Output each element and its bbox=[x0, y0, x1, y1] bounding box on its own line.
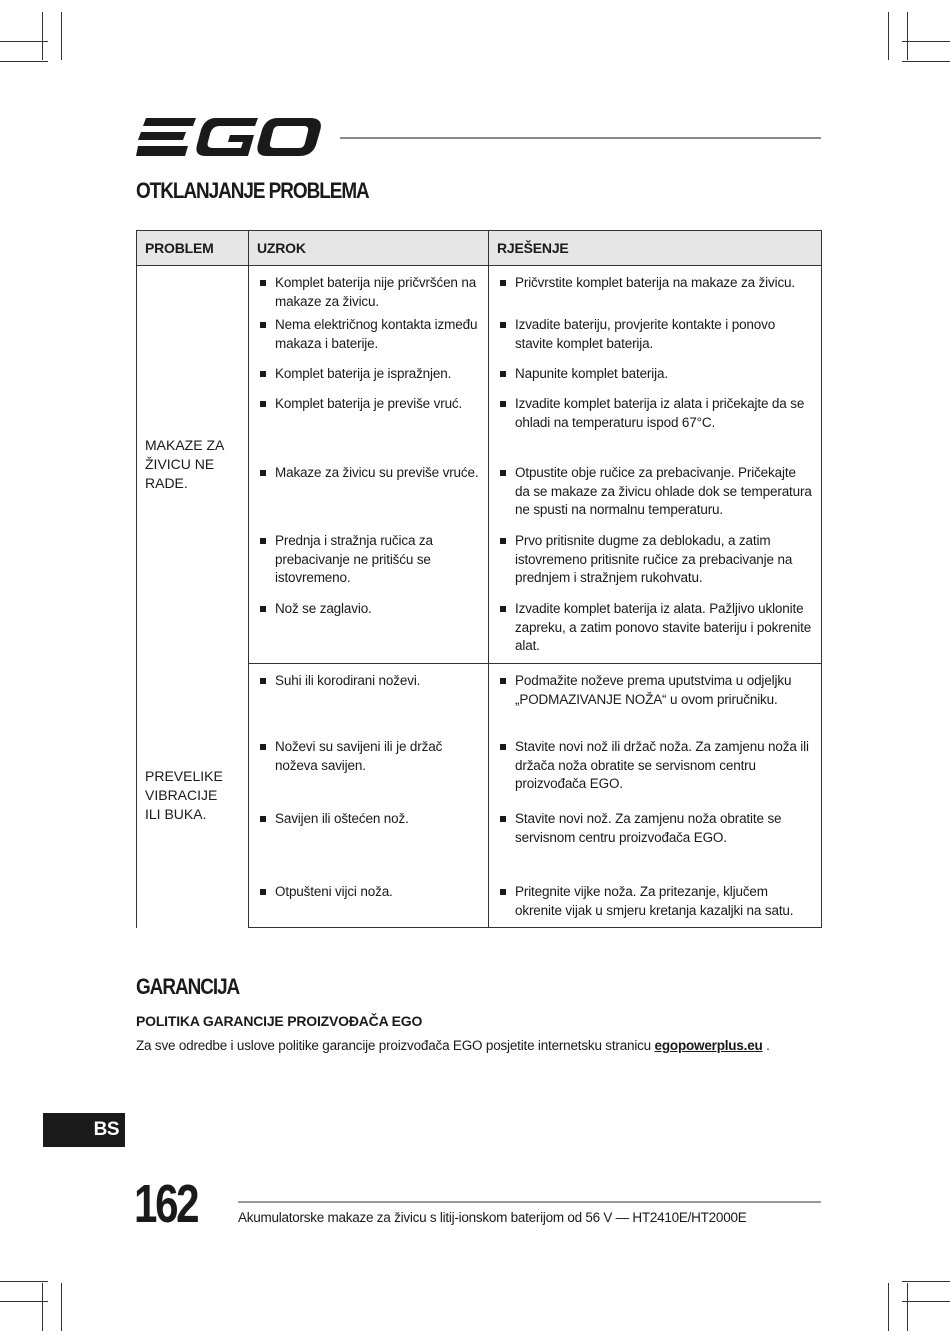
cause-cell bbox=[249, 810, 489, 883]
footer-rule bbox=[238, 1201, 821, 1203]
cause-cell bbox=[249, 266, 489, 317]
crop-mark bbox=[902, 61, 950, 62]
crop-mark bbox=[902, 1281, 950, 1282]
solution-text: Podmažite noževe prema uputstvima u odjeljku „PODMAZIVANJE NOŽA“ u ovom priručniku. bbox=[497, 672, 813, 709]
ego-logo bbox=[136, 116, 322, 158]
cause-text: Prednja i stražnja ručica za prebacivanje ne pritišću se istovremeno. bbox=[257, 532, 480, 588]
cause-cell bbox=[249, 664, 489, 739]
warranty-link[interactable]: egopowerplus.eu bbox=[654, 1038, 763, 1053]
crop-mark bbox=[888, 12, 889, 60]
problem-text: MAKAZE ZA ŽIVICU NE RADE. bbox=[145, 437, 224, 492]
solution-cell bbox=[489, 664, 822, 739]
crop-mark bbox=[902, 1301, 950, 1302]
warranty-title: GARANCIJA bbox=[136, 974, 240, 999]
cause-cell bbox=[249, 316, 489, 365]
cause-cell bbox=[249, 883, 489, 928]
table-row bbox=[137, 664, 822, 739]
solution-cell bbox=[489, 316, 822, 365]
warranty-paragraph bbox=[136, 1038, 770, 1053]
cause-text: Komplet baterija nije pričvršćen na makaze za živicu. bbox=[257, 274, 480, 311]
solution-cell bbox=[489, 395, 822, 464]
solution-text: Pritegnite vijke noža. Za pritezanje, ključem okrenite vijak u smjeru kretanja kazaljki na satu. bbox=[497, 883, 813, 920]
solution-text: Pričvrstite komplet baterija na makaze za živicu. bbox=[497, 274, 813, 293]
solution-text: Napunite komplet baterija. bbox=[497, 365, 813, 384]
solution-cell bbox=[489, 266, 822, 317]
solution-text: Otpustite obje ručice za prebacivanje. Pričekajte da se makaze za živicu ohlade dok se temperatura ne spusti na normalnu temperaturu. bbox=[497, 464, 813, 520]
cause-text: Komplet baterija je ispražnjen. bbox=[257, 365, 480, 384]
crop-mark bbox=[888, 1283, 889, 1331]
cause-cell bbox=[249, 464, 489, 532]
troubleshooting-table bbox=[136, 230, 822, 928]
warranty-subtitle: POLITIKA GARANCIJE PROIZVOĐAČA EGO bbox=[136, 1013, 423, 1029]
header-problem: PROBLEM bbox=[137, 231, 249, 266]
table-header-row bbox=[137, 231, 822, 266]
solution-cell bbox=[489, 532, 822, 600]
solution-cell bbox=[489, 883, 822, 928]
crop-mark bbox=[0, 61, 48, 62]
problem-cell bbox=[137, 664, 249, 928]
crop-mark bbox=[907, 12, 908, 60]
cause-cell bbox=[249, 532, 489, 600]
warranty-text-after: . bbox=[762, 1038, 770, 1053]
solution-cell bbox=[489, 600, 822, 664]
cause-text: Suhi ili korodirani noževi. bbox=[257, 672, 480, 691]
cause-text: Komplet baterija je previše vruć. bbox=[257, 395, 480, 414]
cause-text: Nema električnog kontakta između makaza i baterije. bbox=[257, 316, 480, 353]
solution-text: Prvo pritisnite dugme za deblokadu, a zatim istovremeno pritisnite ručice za prebacivanje na prednjem i stražnjem rukohvatu. bbox=[497, 532, 813, 588]
cause-text: Savijen ili oštećen nož. bbox=[257, 810, 480, 829]
cause-cell bbox=[249, 365, 489, 395]
solution-cell bbox=[489, 464, 822, 532]
problem-cell bbox=[137, 266, 249, 664]
warranty-text-before: Za sve odredbe i uslove politike garancije proizvođača EGO posjetite internetsku stranicu bbox=[136, 1038, 655, 1053]
header-cause: UZROK bbox=[249, 231, 489, 266]
table-row bbox=[137, 266, 822, 317]
cause-cell bbox=[249, 395, 489, 464]
solution-cell bbox=[489, 738, 822, 810]
footer-product-line: Akumulatorske makaze za živicu s litij-ionskom baterijom od 56 V — HT2410E/HT2000E bbox=[238, 1210, 747, 1225]
crop-mark bbox=[0, 1301, 48, 1302]
crop-mark bbox=[907, 1283, 908, 1331]
solution-cell bbox=[489, 810, 822, 883]
cause-text: Noževi su savijeni ili je držač noževa savijen. bbox=[257, 738, 480, 775]
solution-cell bbox=[489, 365, 822, 395]
header-rule bbox=[340, 137, 821, 139]
crop-mark bbox=[0, 1281, 48, 1282]
crop-mark bbox=[61, 12, 62, 60]
crop-mark bbox=[42, 1283, 43, 1331]
solution-text: Izvadite komplet baterija iz alata i pričekajte da se ohladi na temperaturu ispod 67°C. bbox=[497, 395, 813, 432]
cause-text: Makaze za živicu su previše vruće. bbox=[257, 464, 480, 483]
crop-mark bbox=[0, 41, 48, 42]
header-solution: RJEŠENJE bbox=[489, 231, 822, 266]
language-badge: BS bbox=[43, 1113, 125, 1147]
solution-text: Stavite novi nož. Za zamjenu noža obratite se servisnom centru proizvođača EGO. bbox=[497, 810, 813, 847]
cause-text: Otpušteni vijci noža. bbox=[257, 883, 480, 902]
crop-mark bbox=[902, 41, 950, 42]
page-number: 162 bbox=[134, 1174, 198, 1234]
cause-text: Nož se zaglavio. bbox=[257, 600, 480, 619]
solution-text: Stavite novi nož ili držač noža. Za zamjenu noža ili držača noža obratite se servisnom centru proizvođača EGO. bbox=[497, 738, 813, 794]
solution-text: Izvadite bateriju, provjerite kontakte i ponovo stavite komplet baterija. bbox=[497, 316, 813, 353]
solution-text: Izvadite komplet baterija iz alata. Pažljivo uklonite zapreku, a zatim ponovo stavite bateriju i pokrenite alat. bbox=[497, 600, 813, 656]
problem-text: PREVELIKE VIBRACIJE ILI BUKA. bbox=[145, 768, 223, 822]
crop-mark bbox=[42, 12, 43, 60]
crop-mark bbox=[61, 1283, 62, 1331]
cause-cell bbox=[249, 738, 489, 810]
cause-cell bbox=[249, 600, 489, 664]
troubleshooting-title: OTKLANJANJE PROBLEMA bbox=[136, 178, 369, 203]
